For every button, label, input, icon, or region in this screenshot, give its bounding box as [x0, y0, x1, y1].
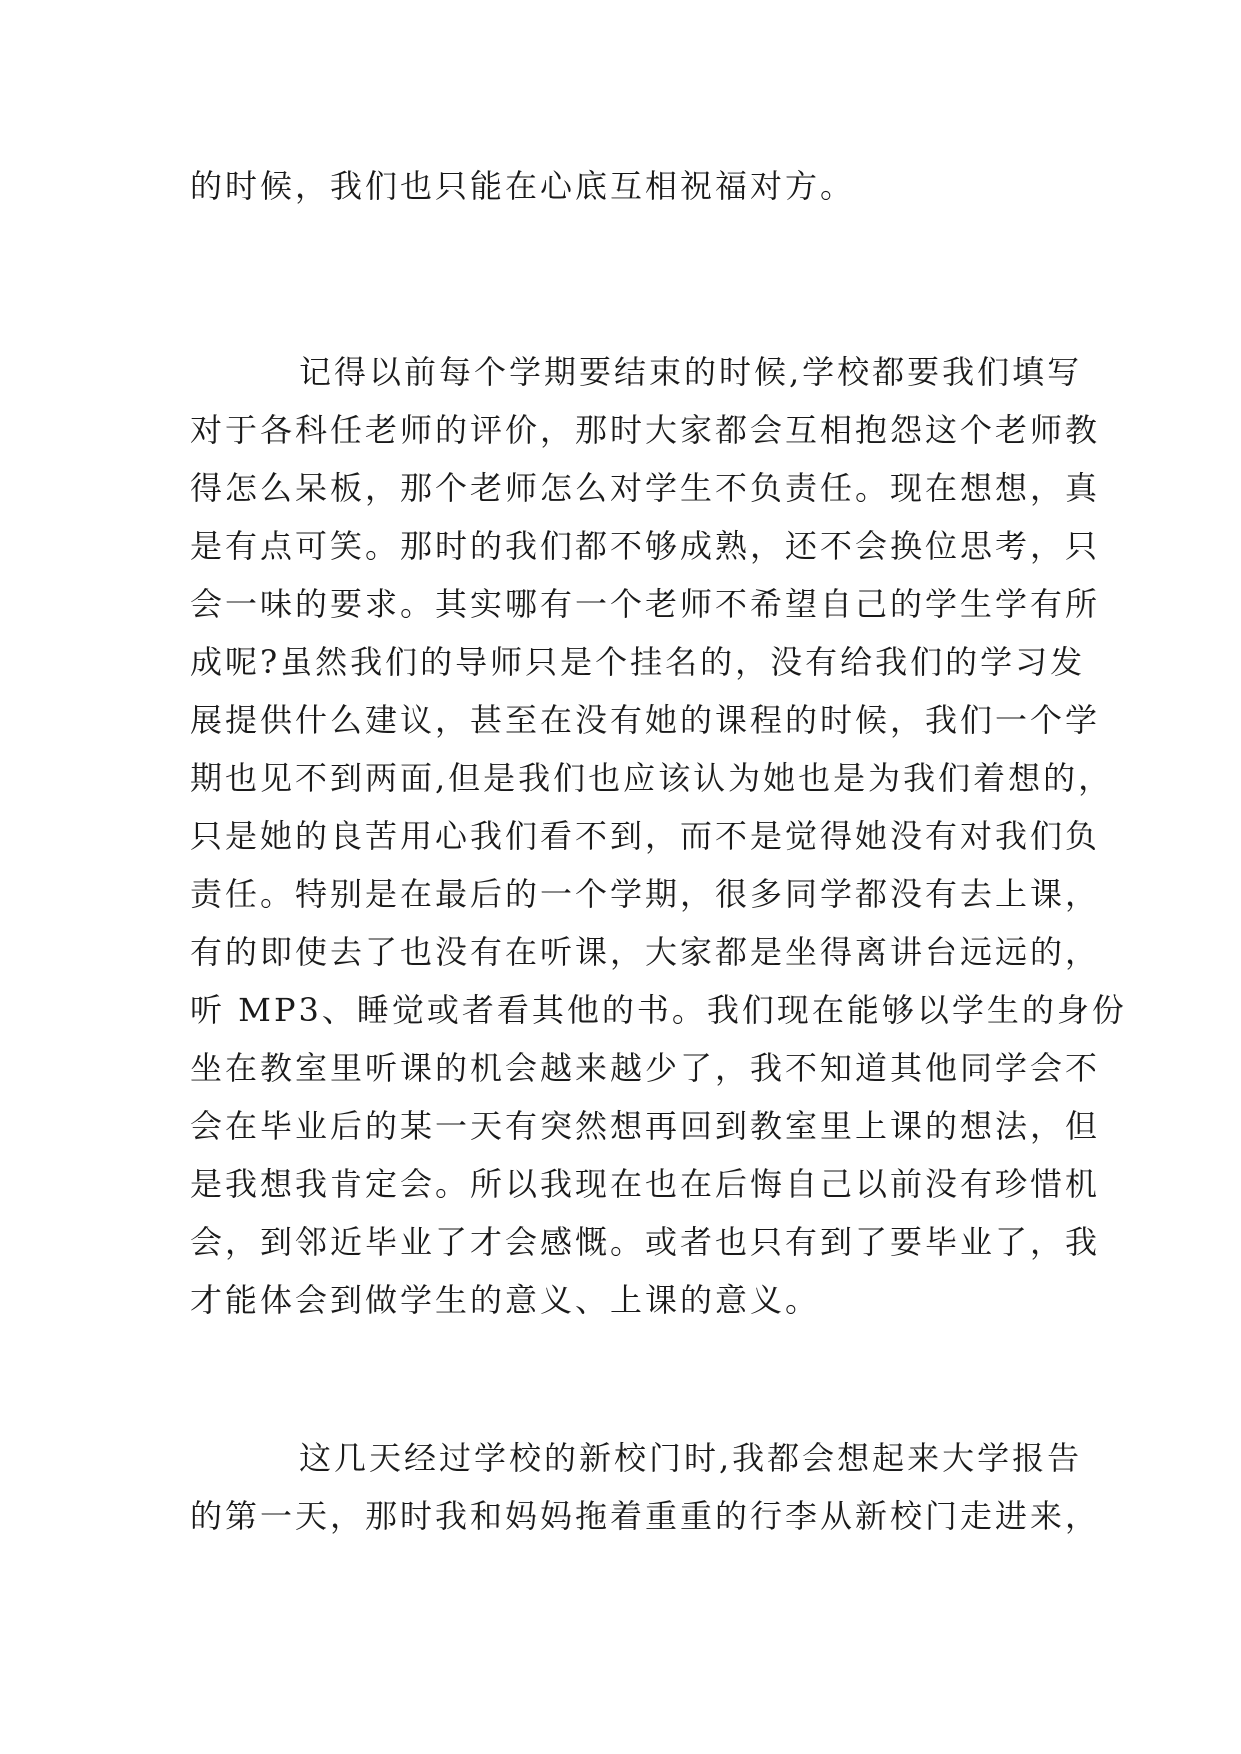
text-line: 记得以前每个学期要结束的时候,学校都要我们填写: [299, 353, 1083, 391]
text-line: 听 MP3、睡觉或者看其他的书。我们现在能够以学生的身份: [190, 991, 1127, 1029]
text-line: 坐在教室里听课的机会越来越少了，我不知道其他同学会不: [190, 1049, 1101, 1087]
paragraph-continuation: [190, 157, 1070, 215]
text-line: 有的即使去了也没有在听课，大家都是坐得离讲台远远的，: [190, 933, 1101, 971]
text-line: 的第一天，那时我和妈妈拖着重重的行李从新校门走进来，: [190, 1497, 1101, 1535]
text-line: 责任。特别是在最后的一个学期，很多同学都没有去上课，: [190, 875, 1101, 913]
text-line: 才能体会到做学生的意义、上课的意义。: [190, 1281, 821, 1319]
text-line: 只是她的良苦用心我们看不到，而不是觉得她没有对我们负: [190, 817, 1101, 855]
paragraph-new-gate: [190, 1429, 1101, 1545]
paragraph-teacher-evaluation: [190, 343, 1127, 1329]
text-line: 成呢?虽然我们的导师只是个挂名的，没有给我们的学习发: [190, 643, 1086, 681]
text-line: 是我想我肯定会。所以我现在也在后悔自己以前没有珍惜机: [190, 1165, 1101, 1203]
text-line: 的时候，我们也只能在心底互相祝福对方。: [190, 167, 856, 205]
text-line: 对于各科任老师的评价，那时大家都会互相抱怨这个老师教: [190, 411, 1101, 449]
text-line: 得怎么呆板，那个老师怎么对学生不负责任。现在想想，真: [190, 469, 1101, 507]
text-line: 是有点可笑。那时的我们都不够成熟，还不会换位思考，只: [190, 527, 1101, 565]
text-line: 会一味的要求。其实哪有一个老师不希望自己的学生学有所: [190, 585, 1101, 623]
text-line: 会，到邻近毕业了才会感慨。或者也只有到了要毕业了，我: [190, 1223, 1101, 1261]
text-line: 这几天经过学校的新校门时,我都会想起来大学报告: [299, 1439, 1083, 1477]
text-line: 展提供什么建议，甚至在没有她的课程的时候，我们一个学: [190, 701, 1101, 739]
text-line: 期也见不到两面,但是我们也应该认为她也是为我们着想的，: [190, 759, 1114, 797]
text-line: 会在毕业后的某一天有突然想再回到教室里上课的想法，但: [190, 1107, 1101, 1145]
